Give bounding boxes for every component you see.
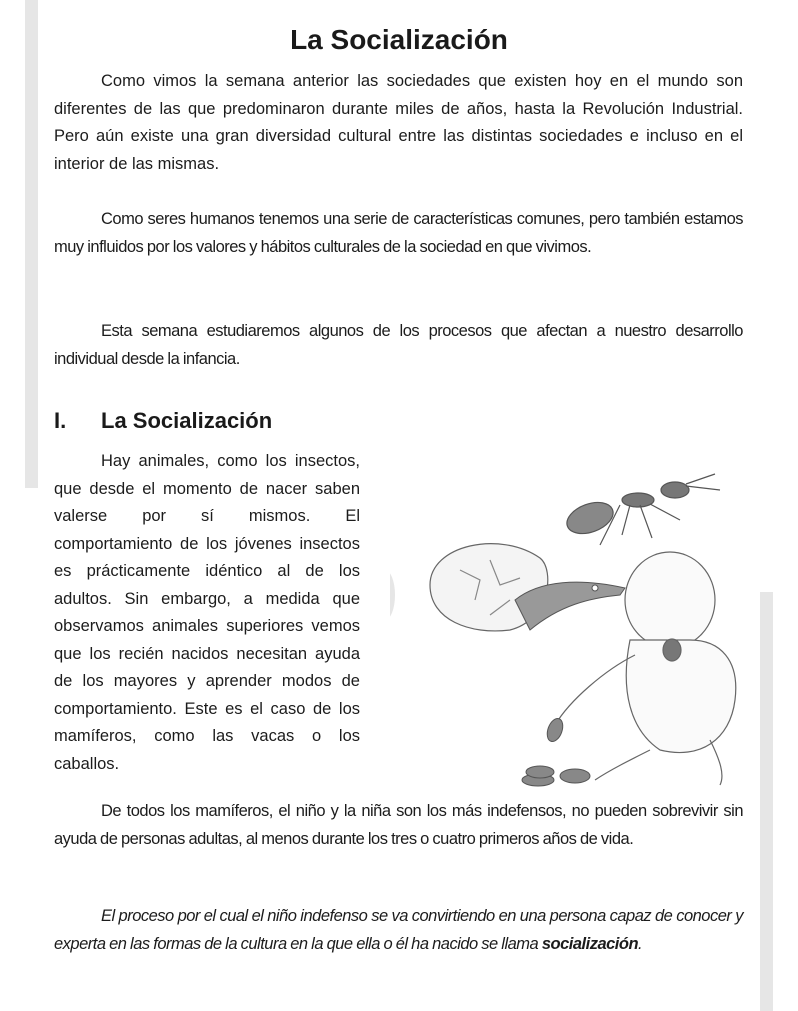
section-title: La Socialización [101,408,273,433]
ant-icon [563,474,720,545]
margin-bar-left [25,0,38,488]
intro-paragraph-2-text: Como seres humanos tenemos una serie de características comunes, pero también estamos muy influidos por los valores y hábitos culturales de la sociedad en que vivimos. [54,210,743,256]
coins-icon [522,716,590,786]
section-number: I. [54,408,67,433]
intro-paragraph-3-text: Esta semana estudiaremos algunos de los procesos que afectan a nuestro desarrollo individual desde la infancia. [54,322,743,368]
mammals-paragraph-text: De todos los mamíferos, el niño y la niña son los más indefensos, no pueden sobrevivir sin ayuda de personas adultas, al menos durante los tres o cuatro primeros años de vida. [54,802,743,848]
intro-paragraph-1 [54,68,743,178]
definition-term: socialización [541,934,639,953]
intro-paragraph-1-text: Como vimos la semana anterior las sociedades que existen hoy en el mundo son diferentes de las que predominaron durante miles de años, hasta la Revolución Industrial. Pero aún existe una gran diversidad cultural entre las distintas sociedades e incluso en el interior de las mismas. [54,72,743,173]
page-title: La Socialización [290,24,508,55]
definition-paragraph [54,903,743,958]
column-paragraph-text: Hay animales, como los insectos, que desde el momento de nacer saben valerse por sí mismos. El comportamiento de los jóvenes insectos es prácticamente idéntico al de los adultos. Sin embargo, a medida que observamos animales superiores vemos que los recién nacidos necesitan ayuda de los mayores y aprender modos de comportamiento. Este es el caso de los mamíferos, como las vacas o los caballos. [54,452,360,773]
illustration-ant-crocodile-baby [390,460,740,790]
intro-paragraph-3 [54,318,743,373]
definition-end: . [638,934,643,953]
definition-text: El proceso por el cual el niño indefenso se va convirtiendo en una persona capaz de conocer y experta en las formas de la cultura en la que ella o él ha nacido se llama [54,907,743,953]
mammals-paragraph [54,798,743,853]
column-paragraph [54,448,360,778]
section-heading [54,408,272,434]
margin-bar-right [760,592,773,1011]
intro-paragraph-2 [54,206,743,261]
